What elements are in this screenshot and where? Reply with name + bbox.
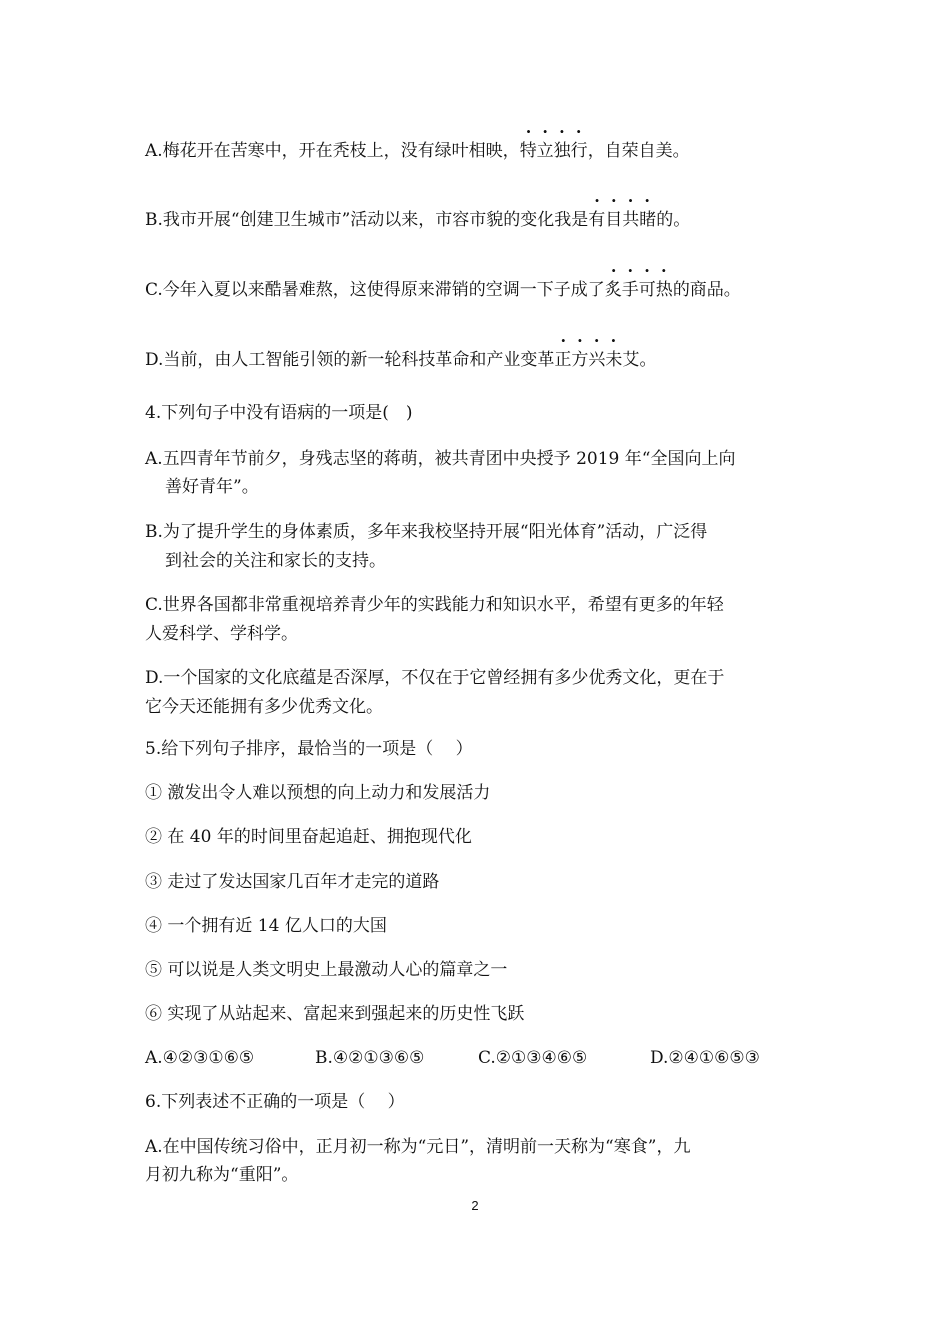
q4-option-c-cont: 人爱科学、学科学。 <box>145 624 298 644</box>
q5-sentence-4: ④ 一个拥有近 14 亿人口的大国 <box>145 916 387 936</box>
q4-stem: 4.下列句子中没有语病的一项是( ) <box>145 403 413 423</box>
q6-stem: 6.下列表述不正确的一项是（ ） <box>145 1092 405 1112</box>
q4-option-a: A.五四青年节前夕，身残志坚的蒋萌，被共青团中央授予 2019 年“全国向上向 <box>145 449 736 469</box>
q5-option-a: A.④②③①⑥⑤ <box>145 1048 255 1068</box>
q5-option-c: C.②①③④⑥⑤ <box>478 1048 588 1068</box>
q5-sentence-5: ⑤ 可以说是人类文明史上最激动人心的篇章之一 <box>145 960 508 980</box>
q5-stem: 5.给下列句子排序，最恰当的一项是（ ） <box>145 739 473 759</box>
q4-option-d: D.一个国家的文化底蕴是否深厚，不仅在于它曾经拥有多少优秀文化，更在于 <box>145 668 725 688</box>
q5-sentence-3: ③ 走过了发达国家几百年才走完的道路 <box>145 872 440 892</box>
q3-option-a <box>145 136 815 166</box>
q4-option-b: B.为了提升学生的身体素质，多年来我校坚持开展“阳光体育”活动，广泛得 <box>145 522 708 542</box>
q4-option-d-cont: 它今天还能拥有多少优秀文化。 <box>145 697 383 717</box>
q4-option-c: C.世界各国都非常重视培养青少年的实践能力和知识水平，希望有更多的年轻 <box>145 595 724 615</box>
emphasized-phrase: · · 有目共睹 <box>588 210 656 230</box>
option-text: 。 <box>639 350 657 370</box>
option-text: D.当前，由人工智能引领的新一轮科技革命和产业变革 <box>145 350 555 370</box>
option-text: 的商品。 <box>672 280 741 300</box>
emphasized-phrase: · · 特立独行 <box>520 141 588 161</box>
q6-option-a: A.在中国传统习俗中，正月初一称为“元日”，清明前一天称为“寒食”，九 <box>145 1137 691 1157</box>
q5-option-d: D.②④①⑥⑤③ <box>650 1048 760 1068</box>
q5-option-b: B.④②①③⑥⑤ <box>315 1048 425 1068</box>
q6-option-a-cont: 月初九称为“重阳”。 <box>145 1165 299 1185</box>
q5-sentence-1: ① 激发出令人难以预想的向上动力和发展活力 <box>145 783 491 803</box>
q4-option-a-cont: 善好青年”。 <box>165 477 259 497</box>
q3-option-d <box>145 345 815 375</box>
q4-option-b-cont: 到社会的关注和家长的支持。 <box>165 551 386 571</box>
q3-option-b <box>145 205 815 235</box>
page-number: 2 <box>471 1198 479 1213</box>
q5-sentence-2: ② 在 40 年的时间里奋起追赶、拥抱现代化 <box>145 827 472 847</box>
option-text: ，自荣自美。 <box>587 141 690 161</box>
option-text: C.今年入夏以来酷暑难熬，这使得原来滞销的空调一下子成了 <box>145 280 605 300</box>
emphasized-phrase: · · 炙手可热 <box>605 280 673 300</box>
option-text: A.梅花开在苦寒中，开在秃枝上，没有绿叶相映， <box>145 141 520 161</box>
option-text: B.我市开展“创建卫生城市”活动以来，市容市貌的变化我是 <box>145 210 589 230</box>
emphasized-phrase: · · 正方兴未艾 <box>554 350 639 370</box>
option-text: 的。 <box>656 210 691 230</box>
q5-sentence-6: ⑥ 实现了从站起来、富起来到强起来的历史性飞跃 <box>145 1004 525 1024</box>
q3-option-c <box>145 275 815 305</box>
